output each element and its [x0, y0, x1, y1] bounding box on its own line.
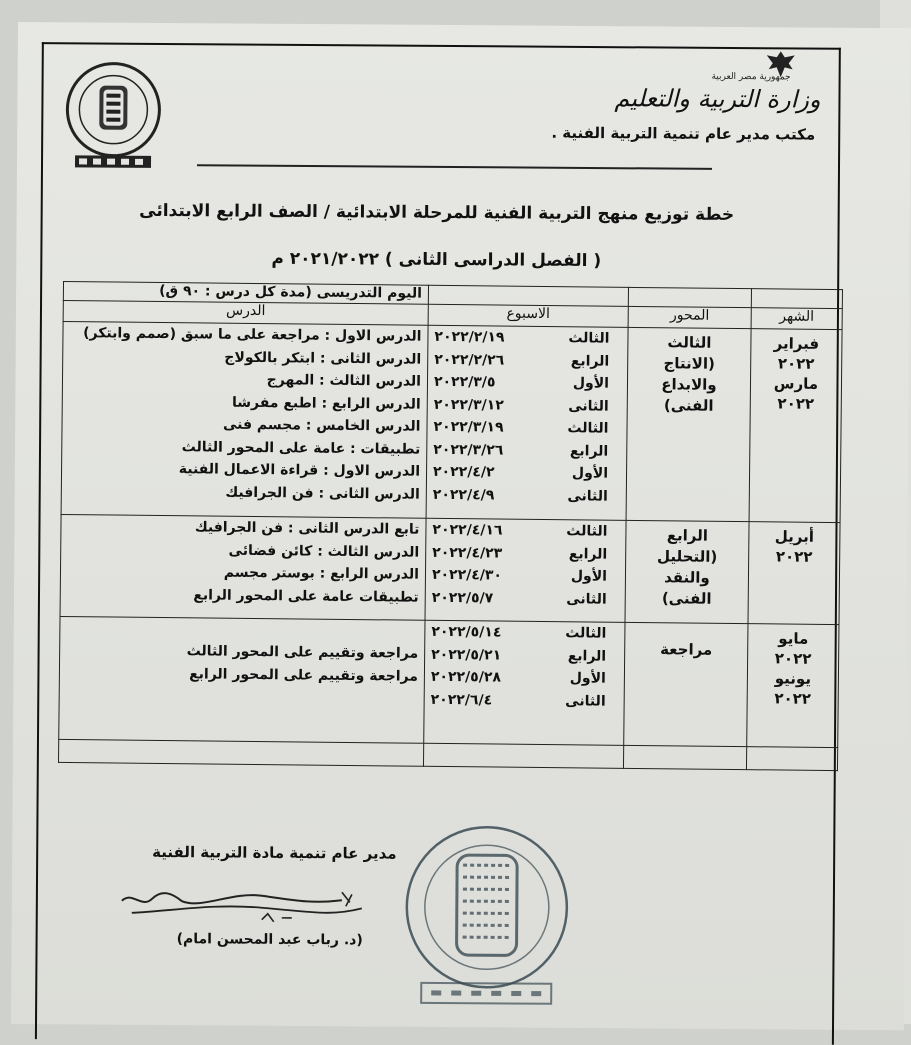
axis-text: الفنى): [661, 589, 712, 608]
round-seal-icon: [57, 59, 170, 172]
week-date: ٢٠٢٢/٥/٧: [431, 589, 494, 606]
lesson-line: الدرس الرابع : اطبع مفرشا: [231, 394, 421, 413]
axis-text: (الانتاج والابداع: [661, 354, 717, 394]
week-date: ٢٠٢٢/٢/٢٦: [434, 351, 505, 369]
document-page: [11, 22, 911, 1030]
review-lines: [66, 617, 419, 688]
week-entry: [432, 586, 607, 610]
lesson-cell: [59, 616, 425, 743]
axis-text: (التحليل والنقد: [656, 547, 718, 587]
week-day: الأول: [571, 465, 609, 482]
lesson-line: الدرس الثانى : فن الجرافيك: [225, 484, 420, 503]
empty-cell: [623, 745, 746, 769]
month-cell: [747, 624, 839, 748]
round-stamp-icon: [396, 815, 577, 1016]
table-row: [61, 321, 842, 522]
week-day: الثانى: [567, 487, 608, 505]
month-text: فبراير: [773, 334, 820, 353]
month-year: ٢٠٢٢: [777, 394, 815, 413]
week-day: الثالث: [567, 420, 609, 437]
month-cell: [748, 522, 840, 625]
week-date: ٢٠٢٢/٣/١٩: [433, 418, 504, 436]
table-row: [60, 514, 840, 624]
document-title: خطة توزيع منهج التربية الفنية للمرحلة الابتدائية / الصف الرابع الابتدائى: [139, 200, 735, 226]
week-entry: [432, 519, 607, 543]
lesson-line: تطبيقات عامة على المحور الرابع: [193, 586, 419, 606]
axis-text: الفنى): [663, 396, 714, 415]
month-year: ٢٠٢٢: [777, 354, 815, 373]
week-day: الأول: [572, 375, 610, 392]
week-day: الرابع: [570, 352, 610, 370]
header-week: الاسبوع: [428, 304, 628, 327]
ministry-name: وزارة التربية والتعليم: [614, 84, 821, 114]
lesson-line: تابع الدرس الثانى : فن الجرافيك: [194, 519, 420, 538]
week-date: ٢٠٢٢/٥/١٤: [431, 623, 502, 641]
lesson-line: الدرس الثالث : كائن فضائى: [228, 542, 420, 561]
week-entry: [433, 438, 608, 462]
month-cell: [749, 329, 842, 523]
month-text: أبريل: [774, 527, 815, 546]
empty-cell: [423, 743, 623, 768]
week-entry: [432, 541, 607, 565]
week-entry: [434, 393, 609, 417]
office-name: مكتب مدير عام تنمية التربية الفنية .: [551, 123, 816, 144]
week-day: الثالث: [566, 523, 608, 540]
month-year: ٢٠٢٢: [774, 689, 812, 708]
week-date: ٢٠٢٢/٦/٤: [430, 691, 493, 708]
week-date: ٢٠٢٢/٤/٢: [432, 463, 495, 481]
week-day: الرابع: [568, 545, 608, 563]
signatory-name: (د. رباب عبد المحسن امام): [176, 931, 363, 949]
week-day: الثانى: [566, 590, 607, 608]
header-month: الشهر: [751, 308, 842, 330]
lesson-line: الدرس الثالث : المهرج: [266, 372, 422, 390]
axis-cell: [625, 520, 749, 623]
week-date: ٢٠٢٢/٤/١٦: [432, 521, 503, 539]
week-entry: [434, 326, 609, 350]
week-entry: [433, 461, 608, 485]
week-date: ٢٠٢٢/٥/٢١: [431, 646, 502, 664]
month-text: مايو: [778, 629, 809, 648]
header-lesson: الدرس: [63, 300, 428, 325]
axis-text: الثالث: [667, 333, 712, 352]
week-entry: [433, 416, 608, 440]
header-axis: المحور: [628, 306, 751, 328]
axis-cell: [626, 327, 751, 521]
week-date: ٢٠٢٢/٤/٩: [432, 486, 495, 503]
signatory-title: مدير عام تنمية مادة التربية الفنية: [152, 842, 397, 863]
lesson-line: مراجعة وتقييم على المحور الرابع: [189, 665, 419, 685]
month-text: مارس: [773, 374, 819, 393]
top-cell-week: [428, 285, 628, 306]
lesson-line: الدرس الاول : مراجعة على ما سبق (صمم وابتكر): [83, 325, 422, 345]
lesson-line: مراجعة وتقييم على المحور الثالث: [186, 643, 419, 662]
week-entry: [431, 643, 606, 667]
week-day: الأول: [570, 568, 608, 585]
month-text: يونيو: [774, 669, 812, 688]
term-title: ( الفصل الدراسى الثانى ) ٢٠٢١/٢٠٢٢ م: [271, 248, 602, 272]
week-cell: [426, 325, 628, 520]
week-date: ٢٠٢٢/٤/٢٣: [432, 544, 503, 562]
week-entry: [431, 621, 606, 645]
week-entry: [432, 564, 607, 588]
top-cell-axis: [628, 287, 751, 307]
week-entry: [431, 666, 606, 690]
week-day: الثانى: [565, 692, 606, 710]
lesson-line: الدرس الثانى : ابتكر بالكولاج: [224, 349, 422, 368]
week-date: ٢٠٢٢/٣/١٢: [433, 396, 504, 414]
week-date: ٢٠٢٢/٢/١٩: [434, 328, 505, 346]
lesson-line: تطبيقات : عامة على المحور الثالث: [181, 438, 421, 458]
top-cell-month: [751, 289, 842, 309]
empty-cell: [746, 747, 837, 771]
week-entry: [434, 371, 609, 395]
week-date: ٢٠٢٢/٣/٢٦: [433, 441, 504, 459]
week-day: الرابع: [569, 442, 609, 460]
lesson-line: الدرس الرابع : بوستر مجسم: [223, 564, 420, 583]
week-day: الثالث: [565, 625, 607, 642]
axis-cell: [624, 622, 748, 746]
week-day: الرابع: [567, 647, 607, 665]
country-name: جمهورية مصر العربية: [711, 71, 791, 83]
week-date: ٢٠٢٢/٤/٣٠: [431, 566, 503, 584]
week-date: ٢٠٢٢/٥/٢٨: [430, 668, 502, 686]
lesson-cell: [61, 321, 428, 518]
week-entry: [431, 688, 606, 712]
axis-text: مراجعة: [660, 640, 713, 659]
axis-text: الرابع: [666, 526, 709, 545]
week-day: الأول: [569, 670, 606, 687]
week-cell: [425, 518, 626, 622]
empty-cell: [58, 739, 423, 766]
week-entry: [433, 483, 608, 507]
week-cell: [424, 620, 625, 745]
table-row: [59, 616, 839, 747]
handwritten-signature: [112, 873, 412, 935]
curriculum-table: [58, 281, 843, 771]
lesson-line: الدرس الاول : قراءة الاعمال الفنية: [178, 461, 421, 480]
teaching-day-cell: اليوم التدريسى (مدة كل درس : ٩٠ ق): [63, 281, 428, 304]
month-year: ٢٠٢٢: [774, 649, 812, 668]
week-day: الثالث: [568, 330, 610, 347]
week-day: الثانى: [568, 397, 609, 415]
month-year: ٢٠٢٢: [775, 547, 813, 566]
lesson-line: الدرس الخامس : مجسم فنى: [222, 416, 421, 435]
week-entry: [434, 348, 609, 372]
week-date: ٢٠٢٢/٣/٥: [433, 373, 496, 391]
lesson-cell: [60, 514, 426, 620]
